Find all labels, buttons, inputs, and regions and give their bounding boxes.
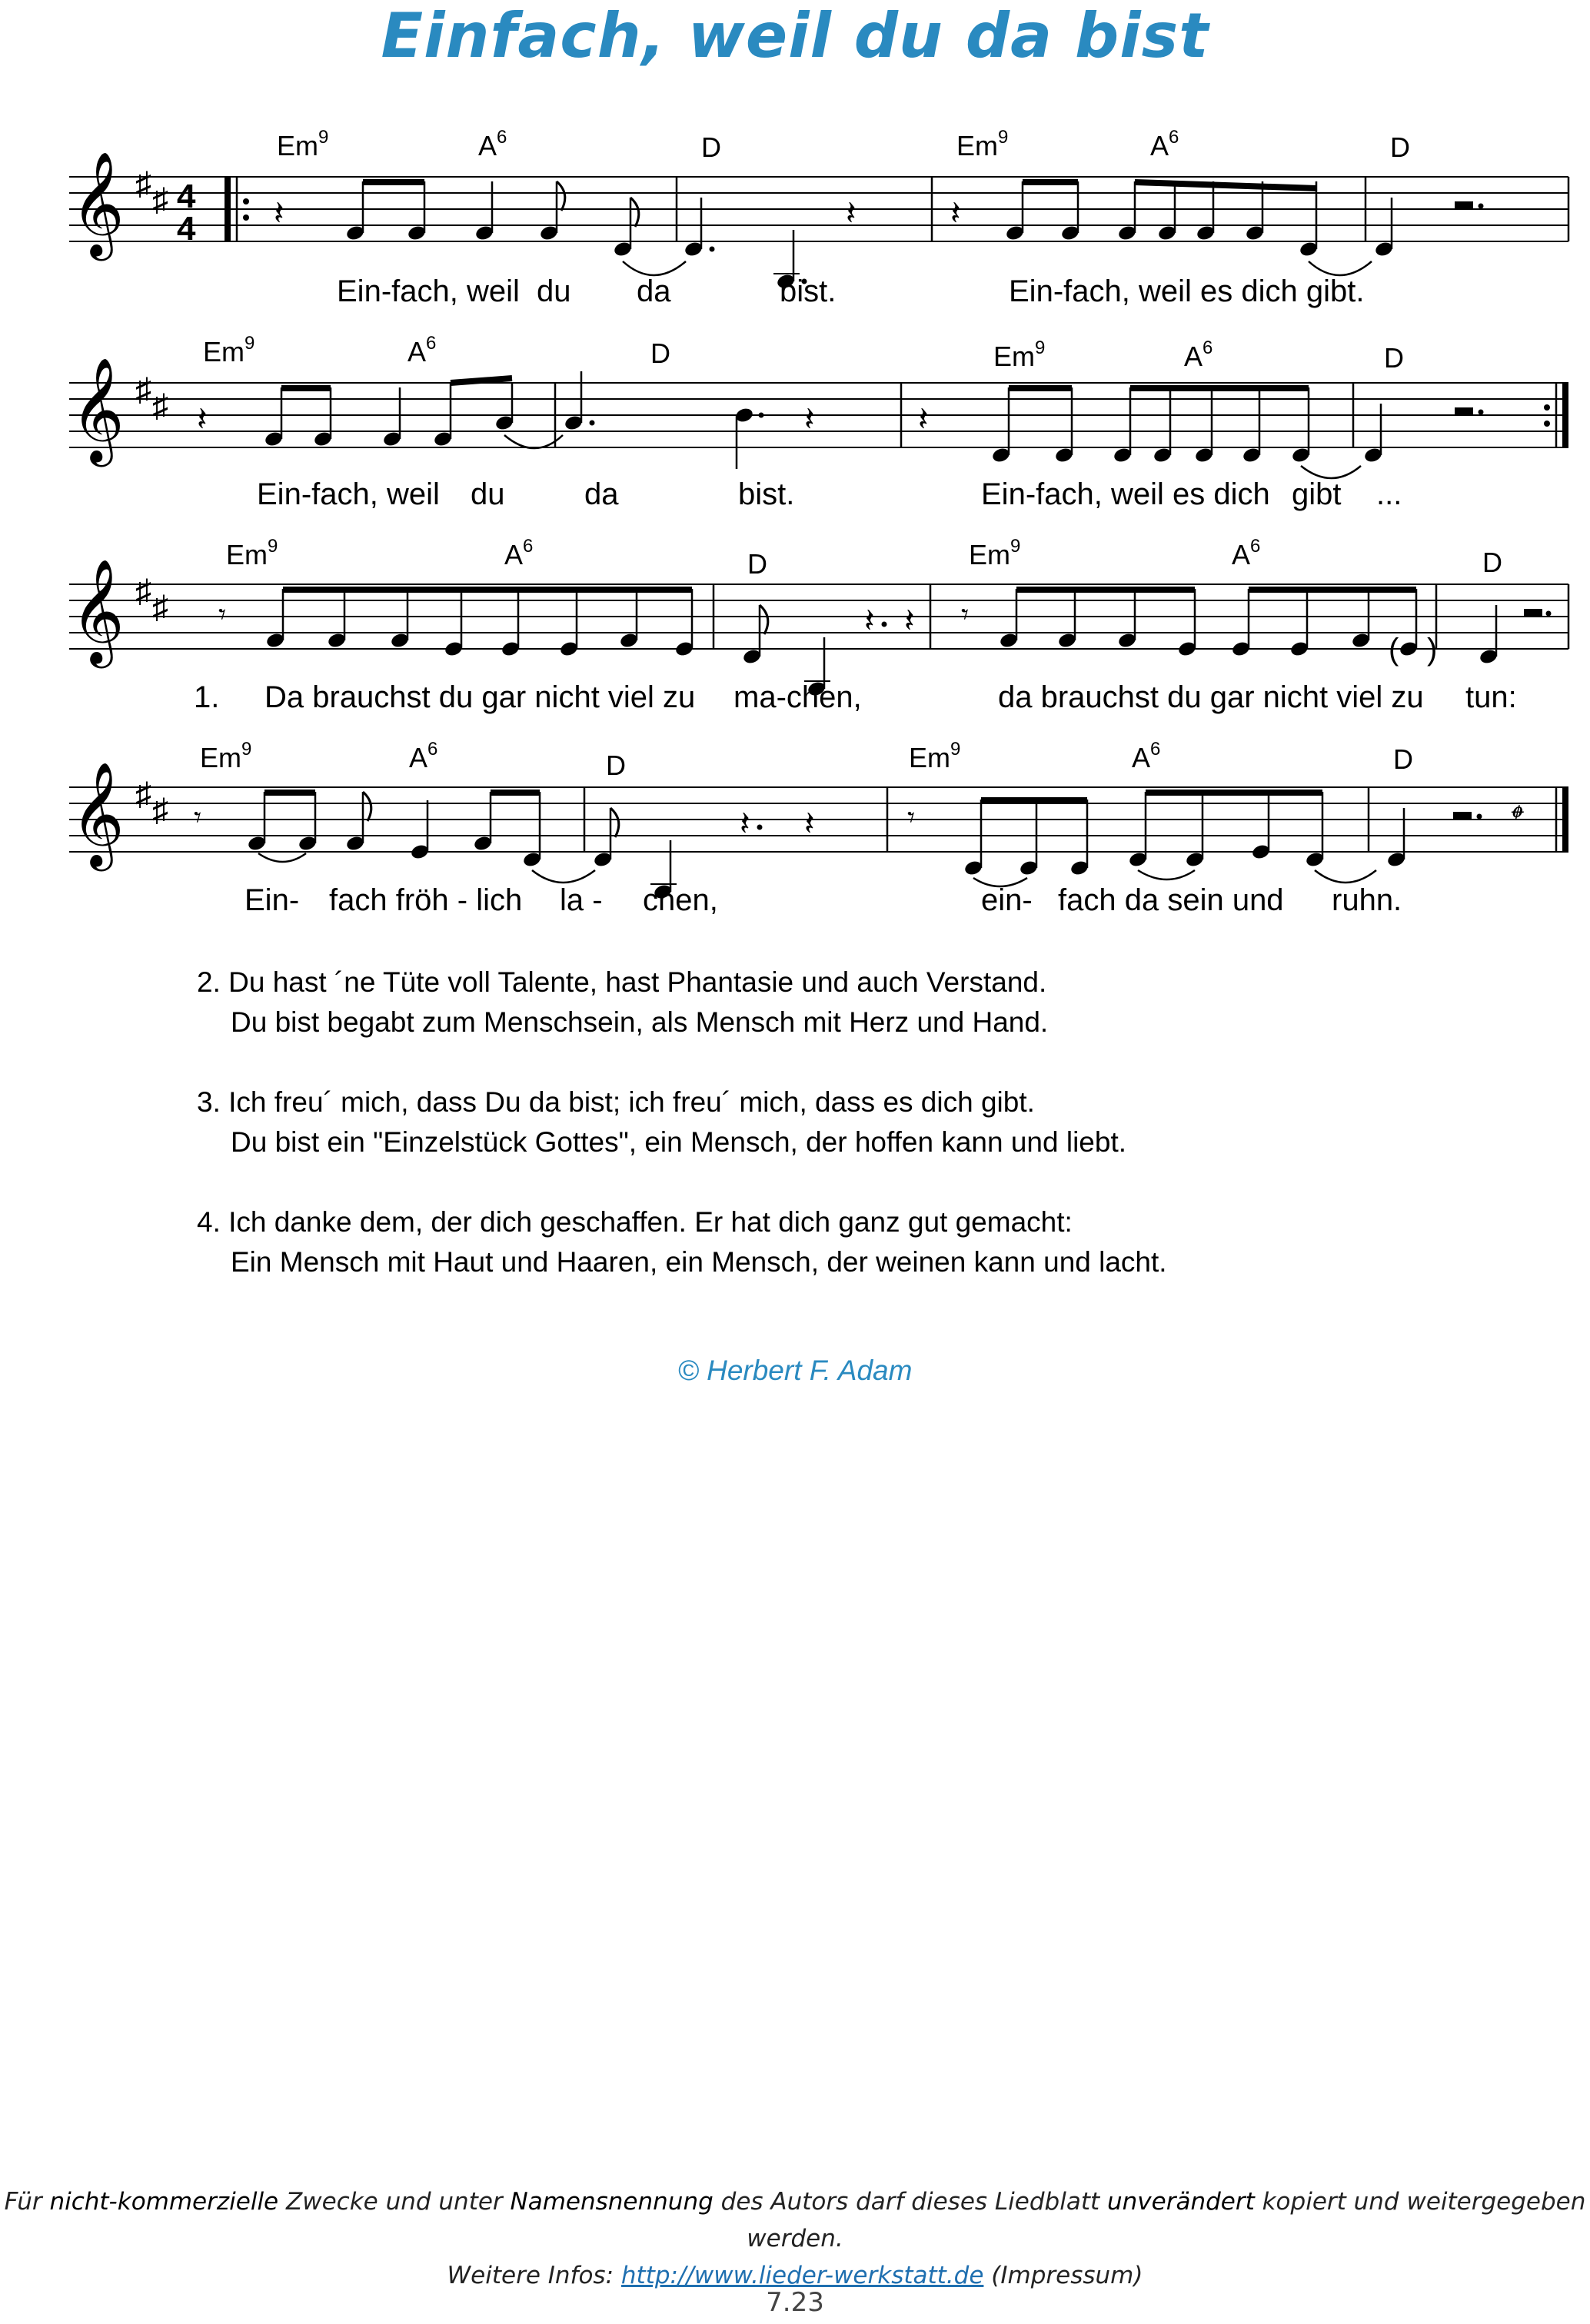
lyric-syllable: chen, — [643, 883, 718, 917]
lyric-syllable: fach da sein und — [1058, 883, 1284, 917]
coda-icon: 𝄌 — [1507, 798, 1519, 838]
chord-symbol: Em$^9$ — [277, 127, 329, 161]
verse-line: Ein Mensch mit Haut und Haaren, ein Mensch, der weinen kann und lacht. — [231, 1246, 1167, 1278]
half-rest-icon — [1524, 609, 1542, 617]
chord-symbol: $A^6$ — [1132, 739, 1161, 773]
time-signature: 4 — [177, 178, 196, 215]
verse-2 — [197, 963, 1427, 1042]
lyric-syllable: ma-chen, — [733, 680, 862, 714]
rest-icon: 𝄽 — [197, 401, 208, 438]
key-signature-sharp-icon: ♯ — [152, 792, 168, 828]
half-rest-icon — [1453, 812, 1472, 820]
chord-symbol: $A^6$ — [1232, 536, 1261, 570]
rest-icon: 𝄽 — [904, 602, 915, 640]
footer-text: Weitere Infos: — [447, 2262, 621, 2289]
notes — [345, 181, 686, 275]
lyric-syllable: la - — [560, 883, 603, 917]
treble-clef-icon: 𝄞 — [71, 557, 125, 663]
notes — [1363, 404, 1383, 464]
chord-symbol: $A^6$ — [478, 127, 507, 161]
chord-symbol: $A^6$ — [1184, 337, 1213, 372]
staff-system-4 — [69, 760, 1568, 900]
lyric-syllable: da — [637, 274, 671, 308]
eighth-rest-icon: 𝄾 — [907, 802, 916, 834]
chord-symbol: D — [1393, 743, 1413, 775]
lyric-syllable: da brauchst du gar nicht viel zu — [998, 680, 1424, 714]
lyric-syllable: ruhn. — [1332, 883, 1402, 917]
verse-line: Du bist begabt zum Menschsein, als Mensch mit Herz und Hand. — [231, 1006, 1049, 1038]
chord-symbol: Em$^9$ — [203, 333, 255, 367]
lyric-syllable: Ein- — [244, 883, 300, 917]
lyric-syllable: gibt — [1292, 477, 1342, 511]
rest-icon: 𝄽 — [804, 805, 815, 843]
lyric-syllable: Ein-fach, weil es dich — [981, 477, 1270, 511]
footer-text: Zwecke und unter — [278, 2188, 511, 2216]
lyric-syllable: 1. — [194, 680, 220, 714]
lyric-syllable: da — [584, 477, 619, 511]
notes — [1386, 808, 1406, 868]
rest-icon: 𝄽 — [864, 602, 875, 640]
footer-text: kopiert und weitergegeben werden. — [747, 2188, 1586, 2253]
notes — [1374, 198, 1394, 258]
footer-emphasis: nicht-kommerzielle — [49, 2188, 279, 2216]
notes — [963, 792, 1376, 886]
lyric-syllable: bist. — [738, 477, 795, 511]
lyric-syllable: fach fröh - lich — [329, 883, 523, 917]
eighth-rest-icon: 𝄾 — [194, 802, 202, 834]
rest-icon: 𝄽 — [918, 401, 929, 438]
lyric-syllable: Ein-fach, weil — [257, 477, 440, 511]
chord-symbol: D — [747, 548, 767, 580]
verse-line: 4. Ich danke dem, der dich geschaffen. Er hat dich ganz gut gemacht: — [197, 1206, 1073, 1238]
parenthesis: ( — [1389, 633, 1399, 667]
lyric-syllable: du — [537, 274, 571, 308]
rest-icon: 𝄽 — [804, 401, 815, 438]
license-line — [0, 2183, 1590, 2257]
eighth-rest-icon: 𝄾 — [218, 599, 227, 631]
time-signature: 4 — [177, 210, 196, 248]
rest-icon: 𝄽 — [950, 194, 961, 232]
chord-symbol: $A^6$ — [504, 536, 534, 570]
chord-symbol: D — [1390, 131, 1410, 163]
rest-icon: 𝄽 — [740, 805, 750, 843]
staff-system-1 — [69, 150, 1568, 290]
chord-symbol: $A^6$ — [407, 333, 437, 367]
chord-symbol: Em$^9$ — [200, 739, 252, 773]
chord-symbol: D — [701, 131, 721, 163]
treble-clef-icon: 𝄞 — [71, 356, 125, 462]
notes — [264, 378, 563, 448]
key-signature-sharp-icon: ♯ — [135, 165, 151, 201]
chord-symbol: Em$^9$ — [969, 536, 1021, 570]
lyric-syllable: bist. — [780, 274, 837, 308]
chord-symbol: $A^6$ — [1150, 127, 1179, 161]
song-title: Einfach, weil du da bist — [381, 0, 1209, 71]
lyric-syllable: Da brauchst du gar nicht viel zu — [264, 680, 696, 714]
notes — [247, 792, 595, 883]
verse-line: Du bist ein "Einzelstück Gottes", ein Mensch, der hoffen kann und liebt. — [231, 1126, 1127, 1158]
chord-symbol: Em$^9$ — [909, 739, 961, 773]
website-link[interactable]: http://www.lieder-werkstatt.de — [620, 2262, 984, 2289]
chord-symbol: D — [606, 750, 626, 781]
notes — [991, 387, 1361, 478]
staff-system-2 — [69, 356, 1568, 478]
chord-symbol: D — [1384, 342, 1404, 374]
parenthesis: ) — [1427, 633, 1438, 667]
half-rest-icon — [1455, 407, 1473, 415]
footer-text: Für — [4, 2188, 50, 2216]
key-signature-sharp-icon: ♯ — [135, 371, 151, 407]
notes — [1005, 181, 1372, 275]
chord-symbol: Em$^9$ — [993, 337, 1046, 372]
notes — [1479, 605, 1499, 665]
chord-symbol: D — [1482, 547, 1502, 578]
footer-emphasis: unverändert — [1106, 2188, 1255, 2216]
key-signature-sharp-icon: ♯ — [152, 387, 168, 424]
rest-icon: 𝄽 — [274, 194, 284, 232]
verse-line: 2. Du hast ´ne Tüte voll Talente, hast Phantasie und auch Verstand. — [197, 966, 1047, 998]
eighth-rest-icon: 𝄾 — [961, 599, 970, 631]
page-number: 7.23 — [766, 2287, 824, 2318]
copyright-notice: © Herbert F. Adam — [677, 1355, 913, 1386]
lyric-syllable: tun: — [1465, 680, 1517, 714]
verses — [197, 963, 1427, 1322]
verse-4 — [197, 1202, 1427, 1282]
notes — [265, 589, 694, 657]
rest-icon: 𝄽 — [846, 194, 857, 232]
verse-3 — [197, 1082, 1427, 1162]
half-rest-icon — [1455, 201, 1473, 209]
chord-symbol: Em$^9$ — [226, 536, 278, 570]
footer-text: (Impressum) — [983, 2262, 1143, 2289]
treble-clef-icon: 𝄞 — [71, 150, 125, 256]
license-footer — [0, 2183, 1590, 2294]
lyric-syllable: Ein-fach, weil es dich gibt. — [1009, 274, 1365, 308]
chord-symbol: Em$^9$ — [956, 127, 1009, 161]
key-signature-sharp-icon: ♯ — [135, 573, 151, 609]
lyrics — [194, 274, 1517, 917]
treble-clef-icon: 𝄞 — [71, 760, 125, 866]
lyric-syllable: ein- — [981, 883, 1033, 917]
notes — [564, 371, 764, 469]
sheet-music — [0, 0, 1590, 953]
staff-system-3 — [69, 557, 1568, 697]
chord-symbol: $A^6$ — [409, 739, 438, 773]
lyric-syllable: Ein-fach, weil — [337, 274, 520, 308]
lyric-syllable: ... — [1376, 477, 1402, 511]
key-signature-sharp-icon: ♯ — [135, 776, 151, 812]
key-signature-sharp-icon: ♯ — [152, 181, 168, 218]
lyric-syllable: du — [471, 477, 505, 511]
verse-line: 3. Ich freu´ mich, dass Du da bist; ich freu´ mich, dass es dich gibt. — [197, 1086, 1035, 1118]
key-signature-sharp-icon: ♯ — [152, 589, 168, 625]
chord-symbol: D — [650, 337, 670, 369]
footer-text: des Autors darf dieses Liedblatt — [713, 2188, 1107, 2216]
footer-emphasis: Namensnennung — [510, 2188, 714, 2216]
